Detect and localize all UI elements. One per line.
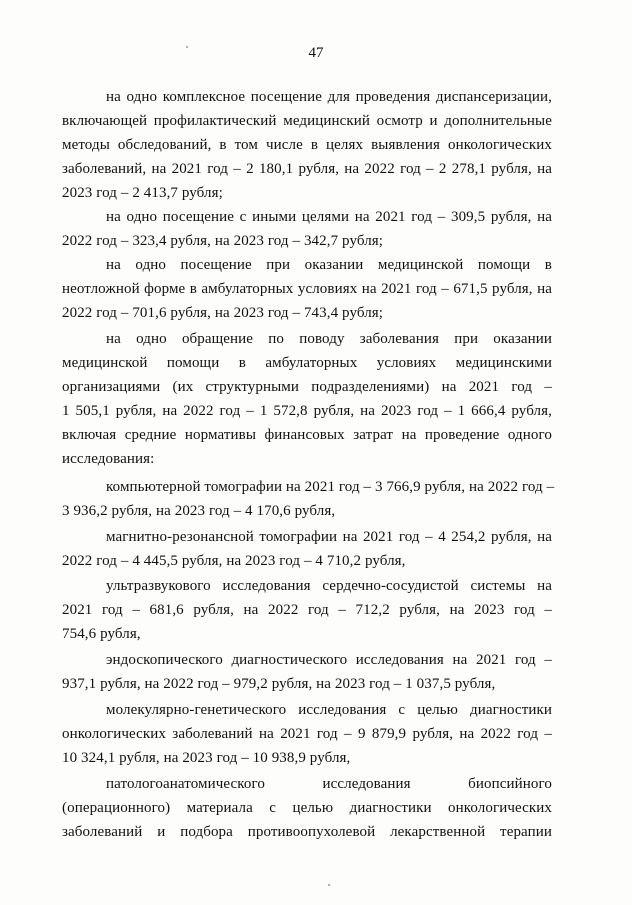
text-line: 2022 год – 701,6 рубля, на 2023 год – 743,4 рубля; (62, 305, 384, 321)
text-line: эндоскопического диагностического исследования на 2021 год – (106, 652, 552, 668)
text-line: включая средние нормативы финансовых затрат на проведение одного (62, 427, 552, 443)
text-line: на одно комплексное посещение для проведения диспансеризации, (106, 89, 552, 105)
paragraph-comprehensive-visit (62, 85, 552, 205)
text-line: на одно посещение с иными целями на 2021 год – 309,5 рубля, на (106, 209, 552, 225)
paragraph-endoscopy (62, 648, 552, 696)
paragraph-molecular-genetic (62, 698, 552, 770)
paragraph-disease-appeal (62, 327, 552, 471)
text-line: магнитно-резонансной томографии на 2021 год – 4 254,2 рубля, на (106, 529, 552, 545)
scan-speck (328, 884, 330, 886)
text-line: исследования: (62, 451, 155, 467)
text-line: компьютерной томографии на 2021 год – 3 766,9 рубля, на 2022 год – (106, 479, 555, 495)
text-line: (операционного) материала с целью диагностики онкологических (62, 800, 552, 816)
text-line: 2022 год – 323,4 рубля, на 2023 год – 342,7 рубля; (62, 233, 384, 249)
text-line: включающей профилактический медицинский осмотр и дополнительные (62, 113, 552, 129)
text-line: 10 324,1 рубля, на 2023 год – 10 938,9 рубля, (62, 750, 351, 766)
text-line: 2023 год – 2 413,7 рубля; (62, 185, 223, 201)
text-line: 2021 год – 681,6 рубля, на 2022 год – 712,2 рубля, на 2023 год – (62, 602, 552, 618)
paragraph-mri (62, 525, 552, 573)
text-line: заболеваний, на 2021 год – 2 180,1 рубля, на 2022 год – 2 278,1 рубля, на (62, 161, 552, 177)
paragraph-ct (62, 475, 555, 523)
paragraph-urgent-care-visit (62, 253, 552, 325)
text-line: патологоанатомического исследования биопсийного (106, 776, 552, 792)
text-line: 2022 год – 4 445,5 рубля, на 2023 год – 4 710,2 рубля, (62, 553, 406, 569)
text-line: ультразвукового исследования сердечно-сосудистой системы на (106, 578, 552, 594)
text-line: молекулярно-генетического исследования с целью диагностики (106, 702, 552, 718)
paragraph-other-visit (62, 205, 552, 253)
text-line: 3 936,2 рубля, на 2023 год – 4 170,6 рубля, (62, 503, 336, 519)
text-line: методы обследований, в том числе в целях выявления онкологических (62, 137, 552, 153)
text-line: 1 505,1 рубля, на 2022 год – 1 572,8 рубля, на 2023 год – 1 666,4 рубля, (62, 403, 552, 419)
scan-speck (186, 46, 188, 48)
text-line: медицинской помощи в амбулаторных условиях медицинскими (62, 355, 552, 371)
text-line: организациями (их структурными подразделениями) на 2021 год – (62, 379, 552, 395)
text-line: неотложной форме в амбулаторных условиях на 2021 год – 671,5 рубля, на (62, 281, 552, 297)
page-number: 47 (308, 45, 324, 61)
text-line: 754,6 рубля, (62, 626, 141, 642)
text-line: на одно обращение по поводу заболевания при оказании (106, 331, 552, 347)
text-line: онкологических заболеваний на 2021 год – 9 879,9 рубля, на 2022 год – (62, 726, 552, 742)
paragraph-pathology (62, 772, 552, 844)
paragraph-ultrasound (62, 574, 552, 646)
text-line: заболеваний и подбора противоопухолевой лекарственной терапии (62, 824, 552, 840)
text-line: 937,1 рубля, на 2022 год – 979,2 рубля, на 2023 год – 1 037,5 рубля, (62, 676, 496, 692)
text-line: на одно посещение при оказании медицинской помощи в (106, 257, 552, 273)
